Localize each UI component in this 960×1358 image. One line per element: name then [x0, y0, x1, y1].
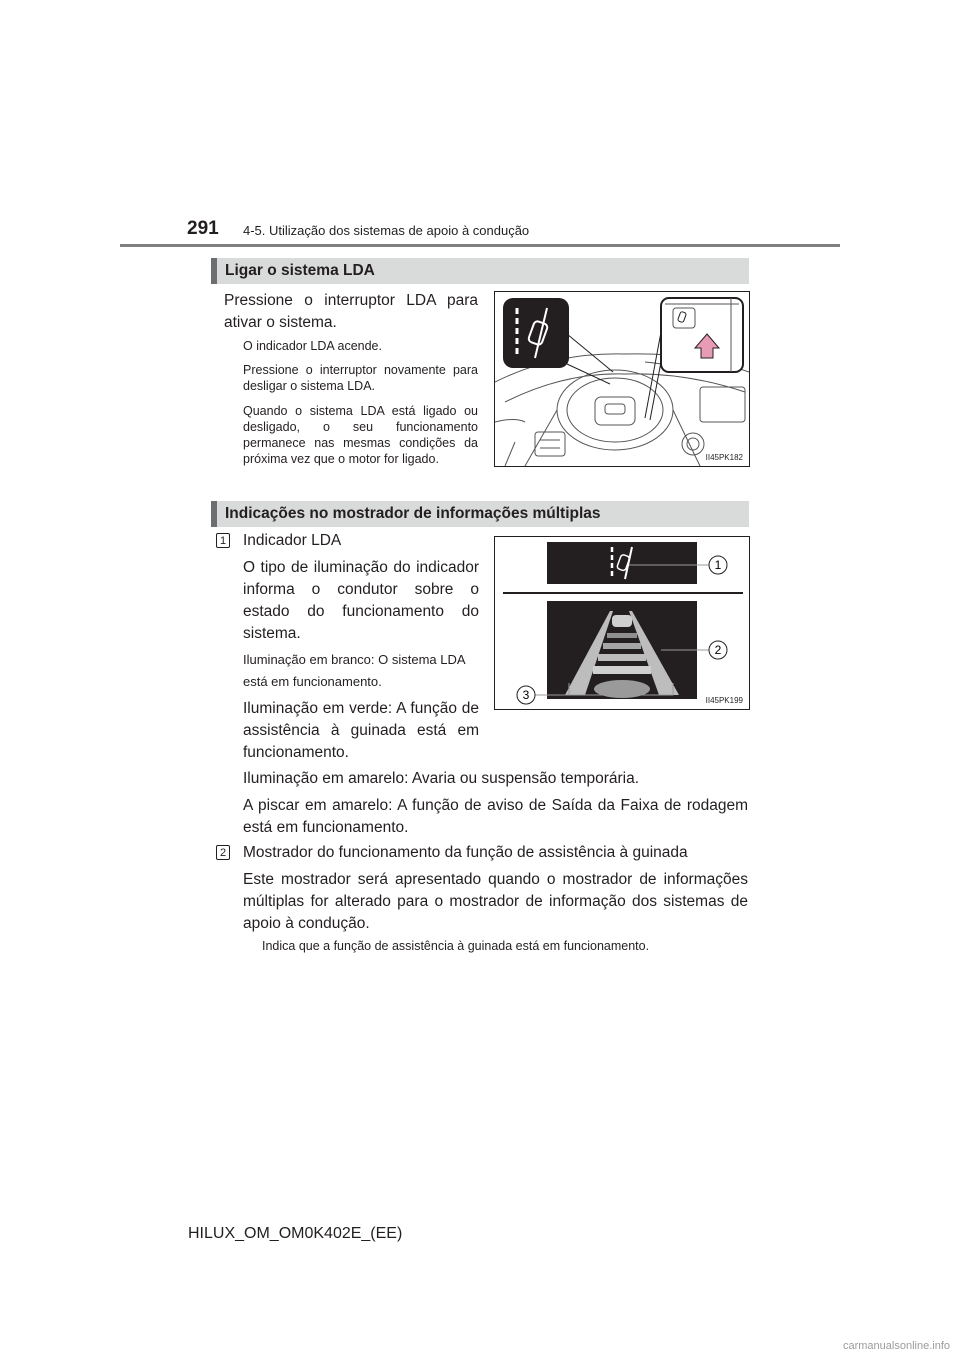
dashboard-figure	[494, 291, 750, 467]
item2-title: Mostrador do funcionamento da função de assistência à guinada	[243, 844, 688, 861]
section-heading-lda-on: Ligar o sistema LDA	[211, 258, 749, 284]
item1-blink-state: A piscar em amarelo: A função de aviso de Saída da Faixa de rodagem está em funcionamento.	[243, 797, 748, 836]
multi-display-illustration	[495, 537, 749, 709]
header-rule	[120, 244, 840, 247]
section-heading-mid-display: Indicações no mostrador de informações múltiplas	[211, 501, 749, 527]
callout-3: 3	[522, 688, 530, 702]
item1-white-state: Iluminação em branco: O sistema LDA está em funcionamento.	[243, 652, 465, 689]
figure-code-1: II45PK182	[705, 453, 743, 462]
item1-amber-state: Iluminação em amarelo: Avaria ou suspensão temporária.	[243, 770, 640, 787]
callout-1: 1	[714, 558, 722, 572]
multi-display-figure	[494, 536, 750, 710]
watermark: carmanualsonline.info	[842, 1340, 950, 1352]
item-marker-2: 2	[216, 845, 230, 860]
dashboard-illustration	[495, 292, 749, 466]
callout-2: 2	[714, 643, 722, 657]
chapter-title: 4-5. Utilização dos sistemas de apoio à condução	[243, 223, 530, 238]
item1-title: Indicador LDA	[243, 532, 342, 549]
item-marker-1: 1	[216, 533, 230, 548]
note-press-again: Pressione o interruptor novamente para desligar o sistema LDA.	[243, 363, 478, 393]
item2-description: Este mostrador será apresentado quando o mostrador de informações múltiplas for alterado para o mostrador de informação dos sistemas de apoio à condução.	[243, 871, 748, 932]
note-indicator-on: O indicador LDA acende.	[243, 339, 382, 353]
item1-description: O tipo de iluminação do indicador informa o condutor sobre o estado do funcionamento do sistema.	[243, 559, 479, 642]
figure-code-2: II45PK199	[705, 696, 743, 705]
instruction-paragraph: Pressione o interruptor LDA para ativar o sistema.	[224, 292, 478, 331]
item1-green-state: Iluminação em verde: A função de assistência à guinada está em funcionamento.	[243, 700, 479, 761]
note-state-memory: Quando o sistema LDA está ligado ou desligado, o seu funcionamento permanece nas mesmas condições da próxima vez que o motor for ligado.	[243, 404, 478, 466]
page-number: 291	[187, 218, 219, 239]
item2-note: Indica que a função de assistência à guinada está em funcionamento.	[262, 939, 650, 953]
document-code: HILUX_OM_OM0K402E_(EE)	[188, 1225, 403, 1242]
